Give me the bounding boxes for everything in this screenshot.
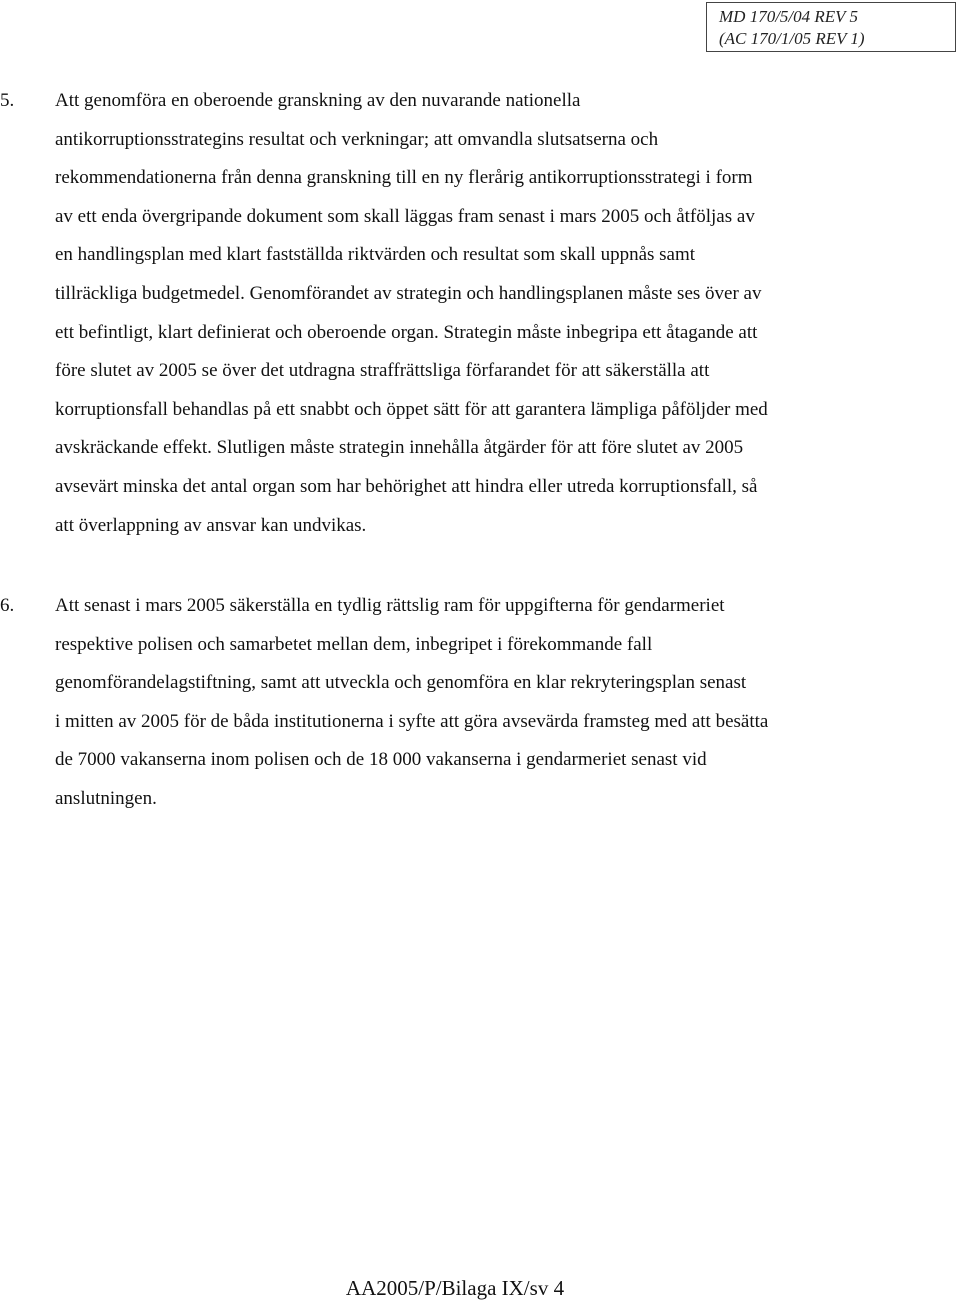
item-line: före slutet av 2005 se över det utdragna straffrättsliga förfarandet för att säkerställa att xyxy=(55,360,710,382)
item-line: rekommendationerna från denna granskning till en ny flerårig antikorruptionsstrategi i form xyxy=(55,167,753,189)
item-line: anslutningen. xyxy=(55,788,157,809)
item-number: 6. xyxy=(0,595,15,616)
item-line: Att genomföra en oberoende granskning av den nuvarande nationella xyxy=(55,90,581,111)
item-line: antikorruptionsstrategins resultat och verkningar; att omvandla slutsatserna och xyxy=(55,128,659,150)
item-line: avsevärt minska det antal organ som har behörighet att hindra eller utreda korruptionsfall, så xyxy=(55,476,758,497)
reference-line-2: (AC 170/1/05 REV 1) xyxy=(719,29,865,48)
item-line: avskräckande effekt. Slutligen måste strategin innehålla åtgärder för att före slutet av 2005 xyxy=(55,437,744,459)
item-line: tillräckliga budgetmedel. Genomförandet av strategin och handlingsplanen måste ses över av xyxy=(55,283,762,304)
item-line: av ett enda övergripande dokument som skall läggas fram senast i mars 2005 och åtföljas av xyxy=(55,205,755,227)
item-line: de 7000 vakanserna inom polisen och de 18 000 vakanserna i gendarmeriet senast vid xyxy=(55,749,707,771)
item-line: ett befintligt, klart definierat och oberoende organ. Strategin måste inbegripa ett åtagande att xyxy=(55,321,758,343)
item-line: respektive polisen och samarbetet mellan dem, inbegripet i förekommande fall xyxy=(55,633,653,655)
item-line: korruptionsfall behandlas på ett snabbt och öppet sätt för att garantera lämpliga påföljder med xyxy=(55,398,768,420)
item-number: 5. xyxy=(0,90,15,111)
item-line: i mitten av 2005 för de båda institutionerna i syfte att göra avsevärda framsteg med att besätta xyxy=(55,710,769,732)
footer-page-reference: AA2005/P/Bilaga IX/sv 4 xyxy=(345,1276,565,1300)
item-line: genomförandelagstiftning, samt att utveckla och genomföra en klar rekryteringsplan senast xyxy=(55,672,747,694)
item-line: Att senast i mars 2005 säkerställa en tydlig rättslig ram för uppgifterna för gendarmeriet xyxy=(55,595,725,616)
document-reference-box xyxy=(706,2,956,52)
item-line: en handlingsplan med klart fastställda riktvärden och resultat som skall uppnås samt xyxy=(55,244,696,266)
page-footer xyxy=(0,1273,960,1303)
reference-line-1: MD 170/5/04 REV 5 xyxy=(719,7,858,26)
item-line: att överlappning av ansvar kan undvikas. xyxy=(55,514,367,536)
